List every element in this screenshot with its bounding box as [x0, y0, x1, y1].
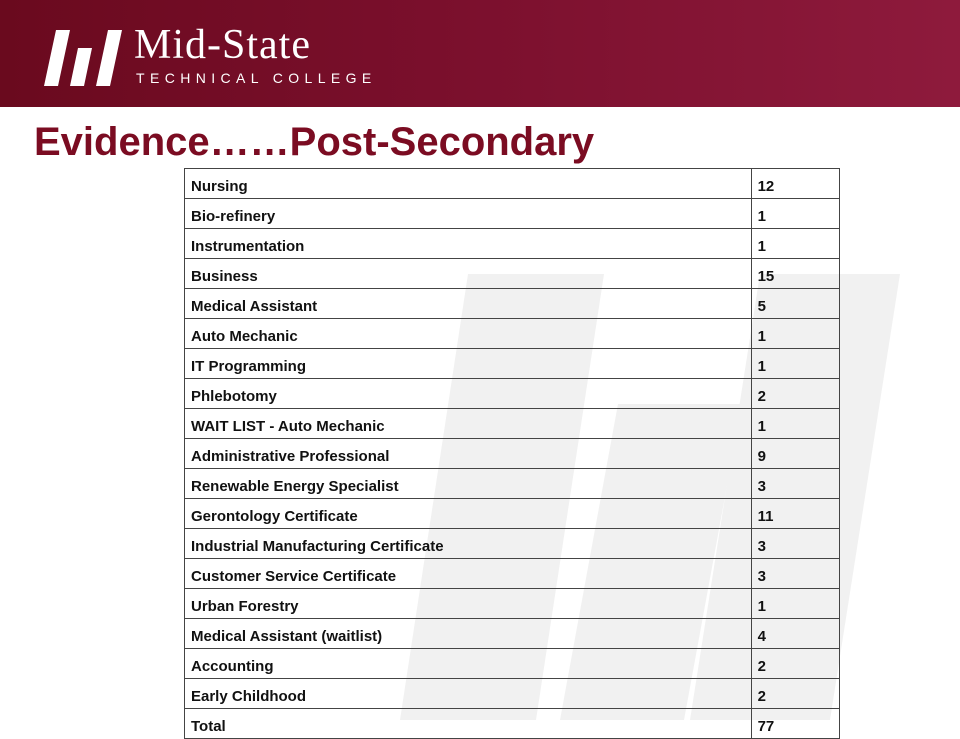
count-cell: 2 — [751, 649, 839, 679]
college-logo-icon — [36, 22, 128, 86]
count-cell: 11 — [751, 499, 839, 529]
table-row — [185, 649, 840, 679]
program-cell: Industrial Manufacturing Certificate — [185, 529, 752, 559]
count-cell: 3 — [751, 559, 839, 589]
count-cell: 4 — [751, 619, 839, 649]
count-cell: 5 — [751, 289, 839, 319]
program-cell: Medical Assistant (waitlist) — [185, 619, 752, 649]
table-row — [185, 499, 840, 529]
table-row — [185, 529, 840, 559]
count-cell: 2 — [751, 379, 839, 409]
program-cell: Medical Assistant — [185, 289, 752, 319]
count-cell: 1 — [751, 409, 839, 439]
program-cell: Administrative Professional — [185, 439, 752, 469]
table-row — [185, 679, 840, 709]
header-banner — [0, 0, 960, 107]
count-cell: 3 — [751, 469, 839, 499]
program-table — [184, 168, 840, 739]
table-row — [185, 589, 840, 619]
logo-subtitle: TECHNICAL COLLEGE — [136, 70, 377, 86]
table-row — [185, 319, 840, 349]
count-cell: 3 — [751, 529, 839, 559]
program-cell: IT Programming — [185, 349, 752, 379]
table-row — [185, 289, 840, 319]
count-cell: 1 — [751, 319, 839, 349]
count-cell: 9 — [751, 439, 839, 469]
table-row — [185, 439, 840, 469]
table-row — [185, 379, 840, 409]
program-cell: Phlebotomy — [185, 379, 752, 409]
count-cell: 1 — [751, 589, 839, 619]
table-row — [185, 559, 840, 589]
program-cell: Nursing — [185, 169, 752, 199]
count-cell: 1 — [751, 229, 839, 259]
program-cell: Early Childhood — [185, 679, 752, 709]
program-cell: WAIT LIST - Auto Mechanic — [185, 409, 752, 439]
table-row — [185, 199, 840, 229]
count-cell: 1 — [751, 349, 839, 379]
count-cell: 12 — [751, 169, 839, 199]
table-row — [185, 349, 840, 379]
program-cell: Urban Forestry — [185, 589, 752, 619]
program-cell: Customer Service Certificate — [185, 559, 752, 589]
logo-name: Mid-State — [134, 22, 311, 68]
program-cell: Renewable Energy Specialist — [185, 469, 752, 499]
program-cell: Auto Mechanic — [185, 319, 752, 349]
program-cell: Bio-refinery — [185, 199, 752, 229]
program-cell: Accounting — [185, 649, 752, 679]
count-cell: 15 — [751, 259, 839, 289]
table-row — [185, 469, 840, 499]
page-title: Evidence……Post-Secondary — [34, 120, 595, 164]
program-cell: Total — [185, 709, 752, 739]
count-cell: 2 — [751, 679, 839, 709]
count-cell: 77 — [751, 709, 839, 739]
program-cell: Gerontology Certificate — [185, 499, 752, 529]
table-row — [185, 409, 840, 439]
table-row — [185, 619, 840, 649]
table-row — [185, 169, 840, 199]
table-row — [185, 259, 840, 289]
program-cell: Business — [185, 259, 752, 289]
table-row — [185, 709, 840, 739]
program-cell: Instrumentation — [185, 229, 752, 259]
table-row — [185, 229, 840, 259]
count-cell: 1 — [751, 199, 839, 229]
